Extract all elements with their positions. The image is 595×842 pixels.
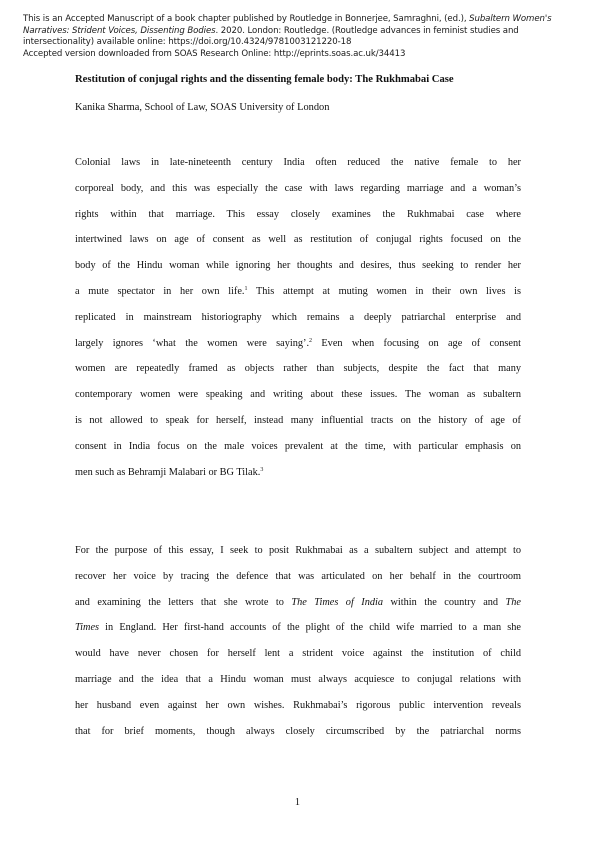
text-line: that for brief moments, though always closely circumscribed by the patriarchal norms — [75, 725, 521, 737]
text-line: contemporary women were speaking and writing about these issues. The woman as subaltern — [75, 389, 521, 401]
text-line: corporeal body, and this was especially the case with laws regarding marriage and a woman’s — [75, 182, 521, 194]
text-line: a mute spectator in her own life.$^1$ This attempt at muting women in their own lives is — [75, 285, 521, 297]
text-line: recover her voice by tracing the defence that was articulated on her behalf in the courtroom — [75, 570, 521, 582]
text-line: men such as Behramji Malabari or BG Tilak.$^3$ — [75, 466, 264, 478]
notice-line-3: intersectionality) available online: https://doi.org/10.4324/9781003121220-18 — [23, 37, 352, 48]
text-line: consent in India focus on the male voices prevalent at the time, with particular emphasis on — [75, 440, 521, 452]
text-line: her husband even against her own wishes. Rukhmabai’s rigorous public intervention reveals — [75, 699, 521, 711]
text-line: replicated in mainstream historiography which remains a deeply patriarchal enterprise and — [75, 311, 521, 323]
notice-line-1: This is an Accepted Manuscript of a book chapter published by Routledge in Bonnerjee, Samraghni, (ed.), Subaltern Women's — [23, 14, 552, 24]
text-line: intertwined laws on age of consent as well as restitution of conjugal rights focused on the — [75, 234, 521, 246]
text-line: would have never chosen for herself lent a strident voice against the institution of child — [75, 648, 521, 660]
newspaper-title: The — [505, 596, 521, 608]
manuscript-notice — [23, 14, 563, 60]
footnote-ref-2[interactable]: 2 — [309, 337, 313, 344]
text-line: Colonial laws in late-nineteenth century India often reduced the native female to her — [75, 157, 521, 168]
paragraph-2 — [75, 545, 521, 751]
text-line: women are repeatedly framed as objects rather than subjects, despite the fact that many — [75, 363, 521, 375]
text-line: largely ignores ‘what the women were saying’.$^2$ Even when focusing on age of consent — [75, 337, 521, 349]
text-line: body of the Hindu woman while ignoring her thoughts and desires, thus seeking to render her — [75, 260, 521, 272]
chapter-title: Restitution of conjugal rights and the dissenting female body: The Rukhmabai Case — [75, 74, 454, 85]
text-line: rights within that marriage. This essay closely examines the Rukhmabai case where — [75, 208, 521, 220]
notice-line-2: Narratives: Strident Voices, Dissenting Bodies. 2020. London: Routledge. (Routledge advances in feminist studies and — [23, 25, 519, 36]
text-line: is not allowed to speak for herself, instead many influential tracts on the history of age of — [75, 414, 521, 426]
page-number: 1 — [294, 797, 301, 808]
newspaper-title: Times — [75, 622, 100, 634]
notice-line-4: Accepted version downloaded from SOAS Research Online: http://eprints.soas.ac.uk/34413 — [23, 48, 406, 59]
text-line: and examining the letters that she wrote to The Times of India within the country and The — [75, 596, 521, 608]
footnote-ref-3[interactable]: 3 — [260, 466, 264, 473]
author-line: Kanika Sharma, School of Law, SOAS University of London — [75, 102, 330, 113]
paragraph-1 — [75, 157, 521, 492]
text-line: For the purpose of this essay, I seek to posit Rukhmabai as a subaltern subject and attempt to — [75, 545, 521, 556]
text-line: marriage and the idea that a Hindu woman must always acquiesce to conjugal relations with — [75, 673, 521, 685]
text-line: Times in England. Her first-hand accounts of the plight of the child wife married to a man she — [75, 622, 521, 634]
newspaper-title: The Times of India — [291, 596, 383, 608]
footnote-ref-1[interactable]: 1 — [244, 285, 248, 292]
